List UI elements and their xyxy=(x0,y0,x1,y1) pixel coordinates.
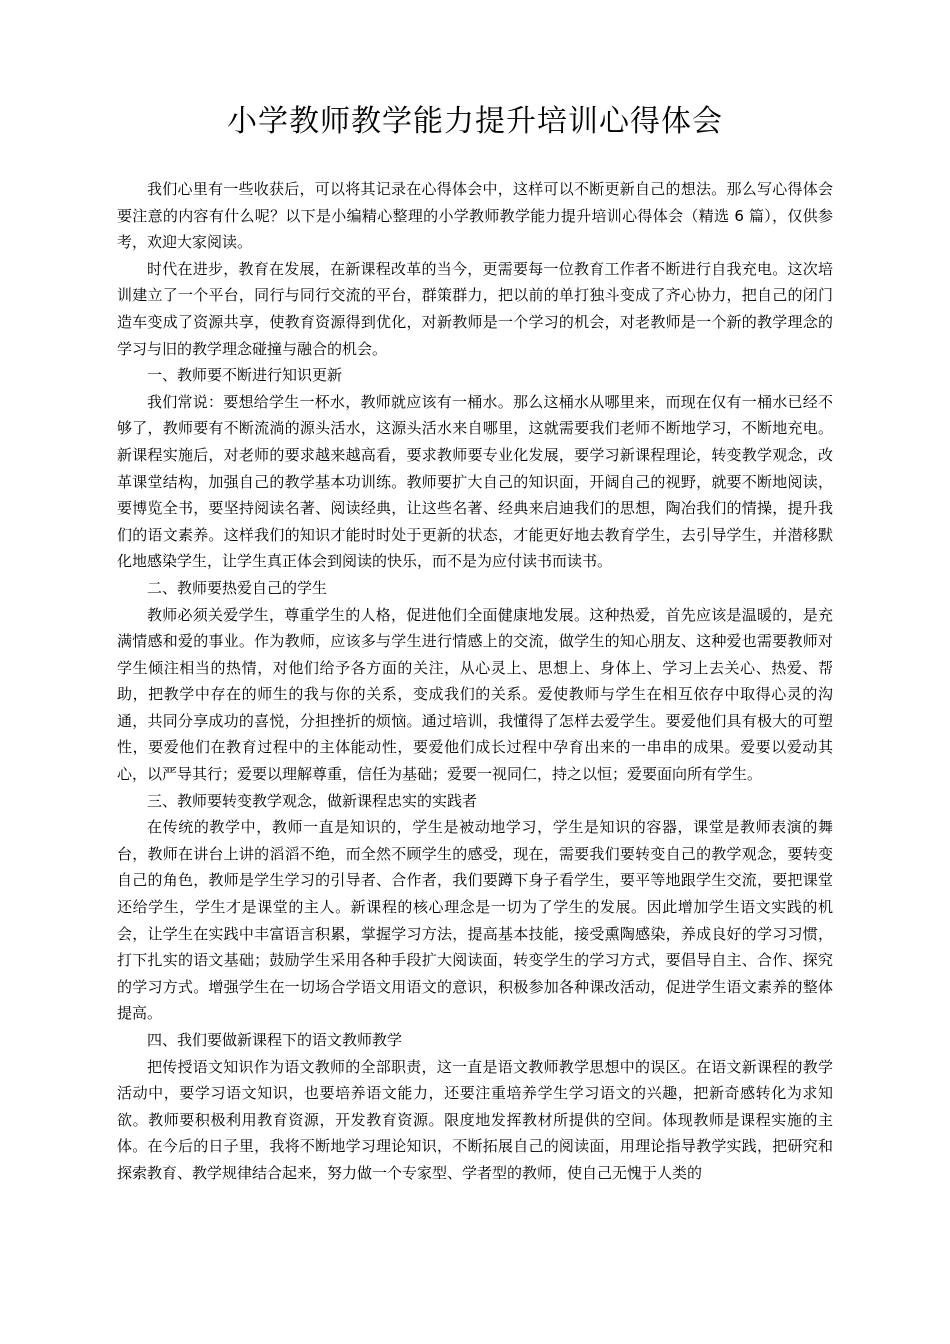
body-paragraph: 我们常说：要想给学生一杯水，教师就应该有一桶水。那么这桶水从哪里来，而现在仅有一桶水已经不够了，教师要有不断流淌的源头活水，这源头活水来自哪里，这就需要我们老师不断地学习，不断地充电。新课程实施后，对老师的要求越来越高看，要求教师要专业化发展，要学习新课程理论，转变教学观念，改革课堂结构，加强自己的教学基本功训练。教师要扩大自己的知识面，开阔自己的视野，就要不断地阅读，要博览全书，要坚持阅读名著、阅读经典，让这些名著、经典来启迪我们的思想，陶冶我们的情操，提升我们的语文素养。这样我们的知识才能时时处于更新的状态，才能更好地去教育学生，去引导学生，并潜移默化地感染学生，让学生真正体会到阅读的快乐，而不是为应付读书而读书。 xyxy=(117,392,833,571)
section-heading: 三、教师要转变教学观念，做新课程忠实的实践者 xyxy=(147,791,478,810)
document-title: 小学教师教学能力提升培训心得体会 xyxy=(227,104,723,139)
document-body xyxy=(117,176,833,1187)
section-heading: 一、教师要不断进行知识更新 xyxy=(147,366,343,385)
section-heading: 二、教师要热爱自己的学生 xyxy=(147,578,328,597)
section-heading: 四、我们要做新课程下的语文教师教学 xyxy=(147,1031,403,1049)
body-paragraph: 在传统的教学中，教师一直是知识的，学生是被动地学习，学生是知识的容器，课堂是教师表演的舞台，教师在讲台上讲的滔滔不绝，而全然不顾学生的感受，现在，需要我们要转变自己的教学观念，要转变自己的角色，教师是学生学习的引导者、合作者，我们要蹲下身子看学生，要平等地跟学生交流，要把课堂还给学生，学生才是课堂的主人。新课程的核心理念是一切为了学生的发展。因此增加学生语文实践的机会，让学生在实践中丰富语言积累，掌握学习方法，提高基本技能，接受熏陶感染，养成良好的学习习惯，打下扎实的语文基础；鼓励学生采用各种手段扩大阅读面，转变学生的学习方式，要倡导自主、合作、探究的学习方式。增强学生在一切场合学语文用语文的意识，积极参加各种课改活动，促进学生语文素养的整体提高。 xyxy=(117,818,833,1023)
intro-paragraph: 我们心里有一些收获后，可以将其记录在心得体会中，这样可以不断更新自己的想法。那么写心得体会要注意的内容有什么呢？以下是小编精心整理的小学教师教学能力提升培训心得体会（精选 6 篇），仅供参考，欢迎大家阅读。 xyxy=(117,180,833,252)
body-paragraph: 时代在进步，教育在发展，在新课程改革的当今，更需要每一位教育工作者不断进行自我充电。这次培训建立了一个平台，同行与同行交流的平台，群策群力，把以前的单打独斗变成了齐心协力，把自己的闭门造车变成了资源共享，使教育资源得到优化，对新教师是一个学习的机会，对老教师是一个新的教学理念的学习与旧的教学理念碰撞与融合的机会。 xyxy=(117,259,833,358)
body-paragraph: 把传授语文知识作为语文教师的全部职责，这一直是语文教师教学思想中的误区。在语文新课程的教学活动中，要学习语文知识，也要培养语文能力，还要注重培养学生学习语文的兴趣，把新奇感转化为求知欲。教师要积极利用教育资源，开发教育资源。限度地发挥教材所提供的空间。体现教师是课程实施的主体。在今后的日子里，我将不断地学习理论知识，不断拓展自己的阅读面，用理论指导教学实践，把研究和探索教育、教学规律结合起来，努力做一个专家型、学者型的教师，使自己无愧于人类的 xyxy=(117,1057,833,1182)
body-paragraph: 教师必须关爱学生，尊重学生的人格，促进他们全面健康地发展。这种热爱，首先应该是温暖的，是充满情感和爱的事业。作为教师，应该多与学生进行情感上的交流，做学生的知心朋友、这种爱也需要教师对学生倾注相当的热情，对他们给予各方面的关注，从心灵上、思想上、身体上、学习上去关心、热爱、帮助，把教学中存在的师生的我与你的关系，变成我们的关系。爱使教师与学生在相互依存中取得心灵的沟通，共同分享成功的喜悦，分担挫折的烦恼。通过培训，我懂得了怎样去爱学生。要爱他们具有极大的可塑性，要爱他们在教育过程中的主体能动性，要爱他们成长过程中孕育出来的一串串的成果。爱要以爱动其心，以严导其行；爱要以理解尊重，信任为基础；爱要一视同仁，持之以恒；爱要面向所有学生。 xyxy=(117,605,833,784)
